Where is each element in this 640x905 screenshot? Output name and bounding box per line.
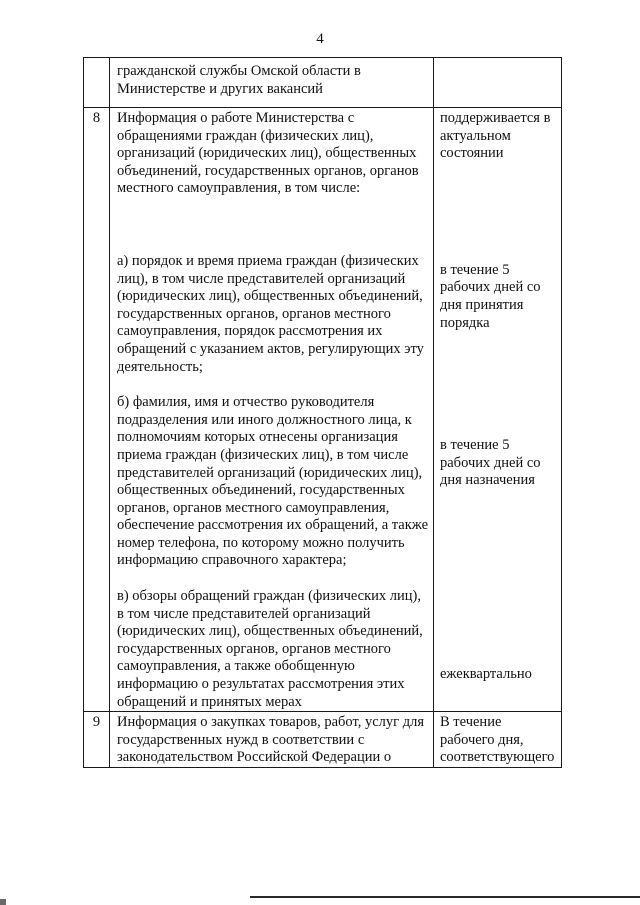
row-number-cell (84, 108, 110, 712)
row-number: 8 (92, 110, 101, 126)
info-text-item-a: а) порядок и время приема граждан (физических лиц), в том числе представителей организаций (юридических лиц), общественных объединений, государственных органов, органов местного самоуправления, порядок рассмотрения их обращений с указанием актов, регулирующих эту деятельность; (117, 252, 424, 375)
term-text-item-a: в течение 5 рабочих дней со дня принятия порядка (440, 261, 541, 331)
row-number-cell (84, 712, 110, 768)
term-cell (434, 58, 562, 108)
info-text-item-b: б) фамилия, имя и отчество руководителя подразделения или иного должностного лица, к полномочиям которых отнесены организация приема граждан (физических лиц), в том числе представителей организаций (юридических лиц), общественных объединений, государственных органов, органов местного самоуправления, обеспечение рассмотрения их обращений, а также номер телефона, по которому можно получить информацию справочного характера; (117, 394, 429, 569)
term-text: поддерживается в актуальном состоянии (440, 110, 551, 162)
info-text-item-c: в) обзоры обращений граждан (физических лиц), в том числе представителей организаций (юридических лиц), общественных объединений, государственных органов, органов местного самоуправления, а также обобщенную информацию о результатах рассмотрения этих обращений и принятых мерах (117, 588, 423, 710)
info-text: Информация о работе Министерства с обращениями граждан (физических лиц), организаций (юридических лиц), общественных объединений, государственных органов, органов местного самоуправления, в том числе: (117, 110, 419, 197)
term-cell (434, 712, 562, 768)
info-cell (110, 712, 434, 768)
page-number: 4 (316, 31, 324, 47)
table-row (84, 108, 562, 712)
info-cell (110, 108, 434, 712)
row-number-cell (84, 58, 110, 108)
scan-edge-mark (0, 899, 6, 905)
table-row (84, 58, 562, 108)
term-text-item-b: в течение 5 рабочих дней со дня назначения (440, 437, 541, 489)
info-cell (110, 58, 434, 108)
term-text-item-c: ежеквартально (440, 665, 532, 682)
term-text: В течение рабочего дня, соответствующего (440, 714, 555, 766)
scan-edge-line (250, 896, 640, 898)
table-row (84, 712, 562, 768)
term-cell (434, 108, 562, 712)
info-text: Информация о закупках товаров, работ, услуг для государственных нужд в соответствии с законодательством Российской Федерации о (117, 714, 424, 766)
info-text: гражданской службы Омской области в Министерстве и других вакансий (117, 63, 361, 97)
row-number: 9 (92, 714, 101, 731)
document-table (83, 57, 562, 768)
